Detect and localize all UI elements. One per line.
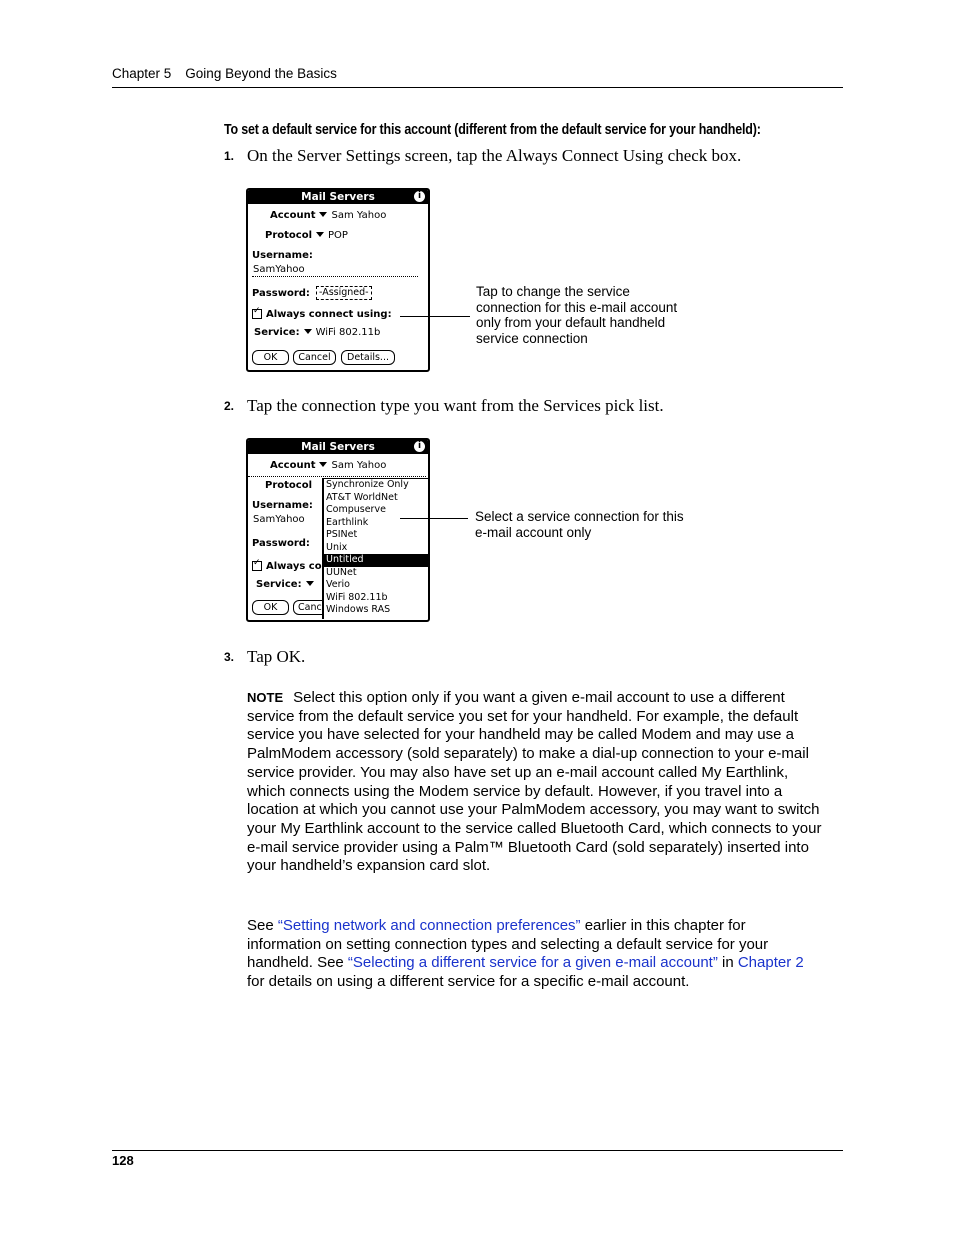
info-icon[interactable]: i <box>414 441 425 452</box>
see-also-text: earlier in this chapter for information on setting connection types and selecting a default service for your handheld. See <box>247 917 769 972</box>
cancel-button[interactable]: Canc <box>293 600 340 615</box>
always-connect-checkbox[interactable] <box>252 561 262 571</box>
ok-button[interactable]: OK <box>252 600 289 615</box>
password-field[interactable]: -Assigned- <box>316 286 372 300</box>
dropdown-arrow-icon[interactable] <box>319 462 327 467</box>
step-3-text: Tap OK. <box>247 647 306 666</box>
step-1-number: 1. <box>224 149 235 163</box>
step-2-text: Tap the connection type you want from the Services pick list. <box>247 396 664 415</box>
account-row <box>270 460 386 471</box>
username-field[interactable]: SamYahoo <box>253 264 305 275</box>
footer-rule <box>112 1150 843 1151</box>
always-connect-label[interactable]: Always co <box>266 561 322 572</box>
always-connect-row <box>252 561 322 572</box>
details-button[interactable]: Details... <box>341 350 395 365</box>
dropdown-arrow-icon[interactable] <box>306 581 314 586</box>
screen-title: Mail Servers <box>301 191 375 203</box>
see-also-text: See <box>247 917 278 934</box>
note-paragraph <box>247 689 822 876</box>
info-icon[interactable]: i <box>414 191 425 202</box>
pick-list-option[interactable]: Earthlink <box>326 516 369 528</box>
always-connect-checkbox[interactable] <box>252 309 262 319</box>
callout-text-1: Tap to change the service connection for this e-mail account only from your default handheld service connection <box>476 284 678 346</box>
ok-button[interactable]: OK <box>252 350 289 365</box>
pick-list-option[interactable]: Compuserve <box>326 504 386 515</box>
account-label: Account <box>270 460 316 471</box>
link-network-preferences[interactable]: “Setting network and connection preferences” <box>277 917 581 934</box>
dropdown-arrow-icon[interactable] <box>319 212 327 217</box>
note-text: Select this option only if you want a given e-mail account to use a different service from the default service you set for your handheld. For example, the default service you have selected for your handheld may be called Modem and may use a PalmModem accessory (sold separately) to make a dial-up connection to your e-mail service provider. You may also have set up an e-mail account called My Earthlink, which connects using the Modem service by default. However, if you travel into a location at which you cannot use your PalmModem accessory, you may want to switch your My Earthlink account to the service called Bluetooth Card, which connects to your e-mail service provider using a Palm™ Bluetooth Card (sold separately) inserted into your handheld’s expansion card slot. <box>247 689 822 875</box>
mail-servers-screen-1 <box>246 188 430 372</box>
see-also-paragraph <box>247 917 822 992</box>
pick-list-option[interactable]: PSINet <box>326 529 358 540</box>
pick-list-option[interactable]: Verio <box>326 579 350 590</box>
pick-list-option[interactable]: Untitled <box>324 554 428 567</box>
screen-title-bar <box>248 440 428 454</box>
see-also-text: for details on using a different service for a specific e-mail account. <box>247 973 690 991</box>
pick-list-option[interactable]: WiFi 802.11b <box>326 591 388 603</box>
username-label: Username: <box>252 250 313 261</box>
page-number: 128 <box>112 1153 134 1168</box>
always-connect-row <box>252 309 392 320</box>
protocol-value[interactable]: POP <box>328 230 348 241</box>
protocol-label: Protocol <box>265 230 313 241</box>
dropdown-arrow-icon[interactable] <box>304 329 312 334</box>
header-divider <box>248 476 426 477</box>
chapter-title: Going Beyond the Basics <box>185 66 337 81</box>
service-label: Service: <box>254 327 300 338</box>
link-different-service[interactable]: “Selecting a different service for a given e-mail account” <box>347 954 718 972</box>
cancel-button[interactable]: Cancel <box>293 350 336 365</box>
password-label: Password: <box>252 538 310 549</box>
pick-list-option[interactable]: UUNet <box>326 566 357 578</box>
see-also-text: in <box>717 954 738 972</box>
step-3-number: 3. <box>224 650 235 664</box>
callout-leader-1 <box>400 316 470 317</box>
always-connect-label[interactable]: Always connect using: <box>266 309 392 320</box>
running-header <box>112 66 337 81</box>
callout-text-2: Select a service connection for this e-mail account only <box>475 509 684 540</box>
username-label: Username: <box>252 500 313 511</box>
account-value[interactable]: Sam Yahoo <box>331 210 387 221</box>
account-row <box>270 210 386 221</box>
service-value[interactable]: WiFi 802.11b <box>315 327 381 338</box>
username-underline <box>252 276 418 277</box>
note-label: NOTE <box>247 690 284 705</box>
step-2-number: 2. <box>224 399 235 413</box>
link-chapter-2[interactable]: Chapter 2 <box>737 954 804 972</box>
step-1-text: On the Server Settings screen, tap the Always Connect Using check box. <box>247 146 742 165</box>
pick-list-option[interactable]: Unix <box>326 541 348 553</box>
services-pick-list <box>322 478 428 619</box>
service-row <box>256 579 318 590</box>
dropdown-arrow-icon[interactable] <box>316 232 324 237</box>
header-rule <box>112 87 843 88</box>
protocol-label: Protocol <box>265 480 313 491</box>
screen-title-bar <box>248 190 428 204</box>
pick-list-option[interactable]: Windows RAS <box>326 604 391 615</box>
service-label: Service: <box>256 579 302 590</box>
password-label: Password: <box>252 288 310 299</box>
username-field[interactable]: SamYahoo <box>253 514 305 525</box>
procedure-heading: To set a default service for this account (different from the default service for your handheld): <box>224 122 761 138</box>
account-value[interactable]: Sam Yahoo <box>331 460 387 471</box>
pick-list-option[interactable]: Synchronize Only <box>326 479 409 490</box>
mail-servers-screen-2 <box>246 438 430 622</box>
pick-list-option[interactable]: AT&T WorldNet <box>326 491 398 503</box>
screen-title: Mail Servers <box>301 441 375 453</box>
callout-leader-2 <box>400 518 468 519</box>
chapter-label: Chapter 5 <box>112 66 172 81</box>
account-label: Account <box>270 210 316 221</box>
service-row <box>254 327 380 338</box>
protocol-row <box>265 230 348 241</box>
